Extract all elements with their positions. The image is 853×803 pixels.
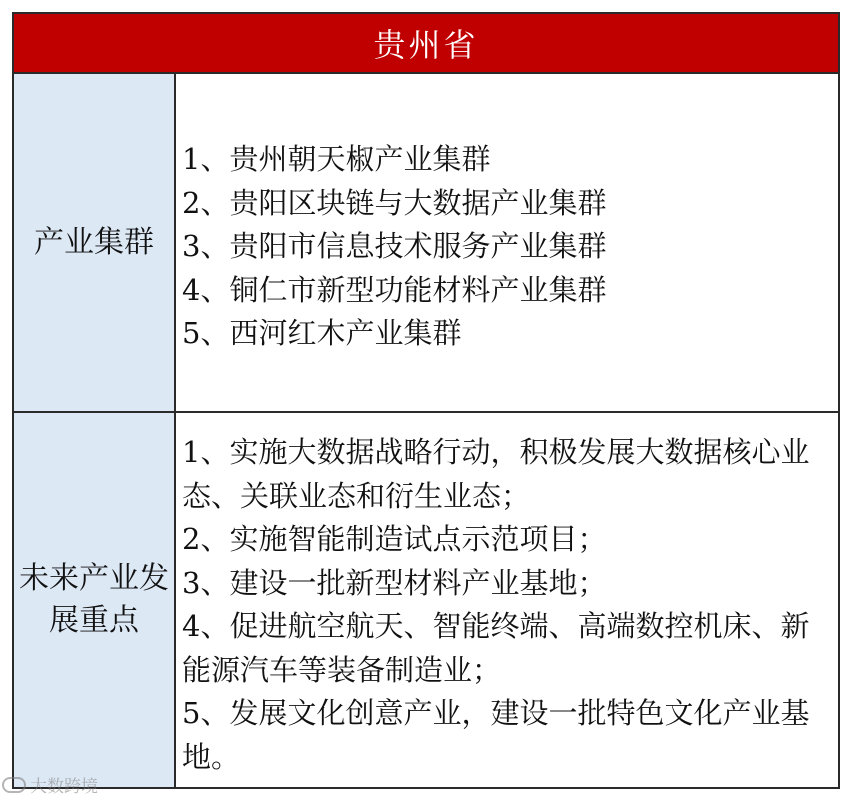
watermark-text: 大数跨境 (30, 777, 98, 797)
list-item: 2、实施智能制造试点示范项目； (182, 522, 607, 556)
list-item: 2、贵阳区块链与大数据产业集群 (182, 185, 607, 220)
row-label-cell (14, 413, 176, 787)
watermark-logo-icon (2, 777, 26, 793)
list-item: 3、贵阳市信息技术服务产业集群 (182, 229, 607, 263)
row-content-cell (176, 74, 838, 411)
row-content-cell (176, 413, 838, 787)
watermark (2, 772, 98, 797)
table-title: 贵州省 (373, 26, 479, 64)
list-item: 5、发展文化创意产业，建设一批特色文化产业基地。 (182, 696, 810, 774)
row-label: 产业集群 (34, 224, 154, 260)
list-item: 4、铜仁市新型功能材料产业集群 (182, 272, 607, 307)
province-table (12, 12, 840, 789)
list-item: 1、实施大数据战略行动，积极发展大数据核心业态、关联业态和衍生业态； (182, 435, 810, 513)
list-item: 5、西河红木产业集群 (182, 316, 462, 350)
row-label: 未来产业发展重点 (19, 561, 169, 638)
row-label-cell (14, 74, 176, 411)
list-item: 4、促进航空航天、智能终端、高端数控机床、新能源汽车等装备制造业； (182, 609, 810, 687)
row-industry-clusters (14, 74, 838, 413)
row-future-focus (14, 413, 838, 787)
table-header (14, 14, 838, 74)
list-item: 3、建设一批新型材料产业基地； (182, 565, 607, 600)
list-item: 1、贵州朝天椒产业集群 (182, 142, 491, 176)
